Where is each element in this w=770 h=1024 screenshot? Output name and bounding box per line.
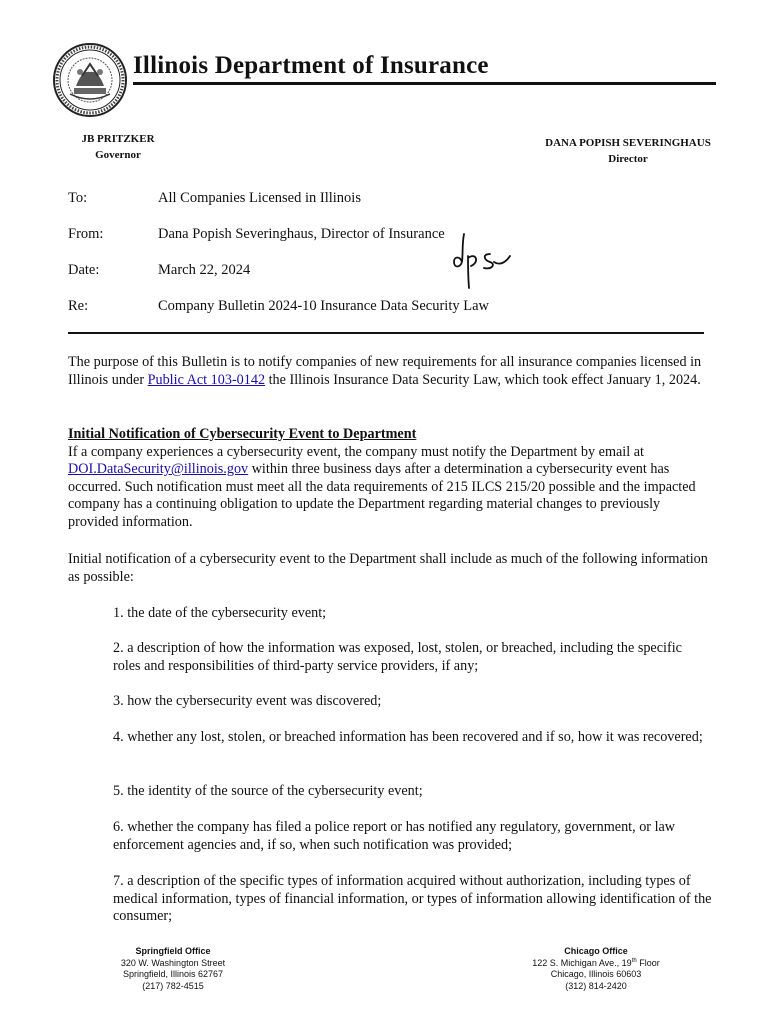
governor-title: Governor <box>95 149 141 161</box>
list-item: 1. the date of the cybersecurity event; <box>113 605 327 621</box>
chicago-address: 122 S. Michigan Ave., 19th Floor <box>532 957 660 968</box>
memo-from-label: From: <box>68 226 104 242</box>
memo-date-row <box>68 262 250 279</box>
list-item: 3. how the cybersecurity event was discovered; <box>113 693 382 709</box>
section-heading: Initial Notification of Cybersecurity Event to Department <box>68 426 417 442</box>
email-link[interactable]: DOI.DataSecurity@illinois.gov <box>68 461 249 477</box>
list-item: 2. a description of how the information was exposed, lost, stolen, or breached, including the specific roles and responsibilities of third-party service providers, if any; <box>113 640 682 674</box>
springfield-office-footer <box>108 946 238 992</box>
list-item: 5. the identity of the source of the cybersecurity event; <box>113 783 423 799</box>
memo-from-value: Dana Popish Severinghaus, Director of Insurance <box>158 226 445 242</box>
memo-re-row <box>68 298 489 315</box>
memo-date-label: Date: <box>68 262 100 278</box>
memo-to-row <box>68 190 361 207</box>
memo-divider <box>68 332 704 334</box>
chicago-city: Chicago, Illinois 60603 <box>550 969 642 979</box>
intro-text-end: the Illinois Insurance Data Security Law, which took effect January 1, 2024. <box>265 371 701 388</box>
notification-section <box>68 426 708 531</box>
springfield-city: Springfield, Illinois 62767 <box>122 969 224 979</box>
memo-re-label: Re: <box>68 298 89 314</box>
governor-block <box>68 131 168 163</box>
memo-from-row <box>68 226 445 243</box>
chicago-office-title: Chicago Office <box>564 946 628 956</box>
section-text-end: within three business days after a determination a cybersecurity event has occurred. Such notification must meet all the data requirements of 215 ILCS 215/20 possible and the impacted company has a continuing obligation to update the Department regarding material changes to previously provided information. <box>68 461 696 530</box>
governor-name: JB PRITZKER <box>81 133 155 145</box>
list-item: 6. whether the company has filed a police report or has notified any regulatory, government, or law enforcement agencies and, if so, when such notification was provided; <box>113 819 676 853</box>
intro-paragraph <box>68 354 708 389</box>
signature-initials <box>450 232 516 292</box>
director-name: DANA POPISH SEVERINGHAUS <box>545 137 711 149</box>
list-item: 7. a description of the specific types of information acquired without authorization, including types of medical information, types of financial information, or types of information allowing identification of the consumer; <box>113 873 712 924</box>
memo-to-label: To: <box>68 190 88 206</box>
title-rule <box>133 82 716 85</box>
section-text-start: If a company experiences a cybersecurity event, the company must notify the Department by email at <box>68 443 644 460</box>
list-intro: Initial notification of a cybersecurity event to the Department shall include as much of the following information as possible: <box>68 551 708 585</box>
director-block <box>528 135 728 167</box>
memo-to-value: All Companies Licensed in Illinois <box>158 190 361 206</box>
memo-date-value: March 22, 2024 <box>158 262 251 278</box>
memo-re-value: Company Bulletin 2024-10 Insurance Data Security Law <box>158 298 490 314</box>
springfield-phone: (217) 782-4515 <box>142 980 204 991</box>
springfield-address: 320 W. Washington Street <box>120 957 226 968</box>
page-title: Illinois Department of Insurance <box>133 52 489 79</box>
state-seal-icon <box>52 42 128 118</box>
chicago-office-footer <box>525 946 667 992</box>
intro-text-start: The purpose of this Bulletin is to notify companies of new requirements for all insurance companies licensed in Illinois under <box>68 354 702 388</box>
chicago-phone: (312) 814-2420 <box>565 980 627 991</box>
public-act-link[interactable]: Public Act 103-0142 <box>147 371 266 388</box>
list-item: 4. whether any lost, stolen, or breached information has been recovered and if so, how it was recovered; <box>113 729 703 745</box>
springfield-office-title: Springfield Office <box>135 946 211 956</box>
director-title: Director <box>608 153 648 165</box>
